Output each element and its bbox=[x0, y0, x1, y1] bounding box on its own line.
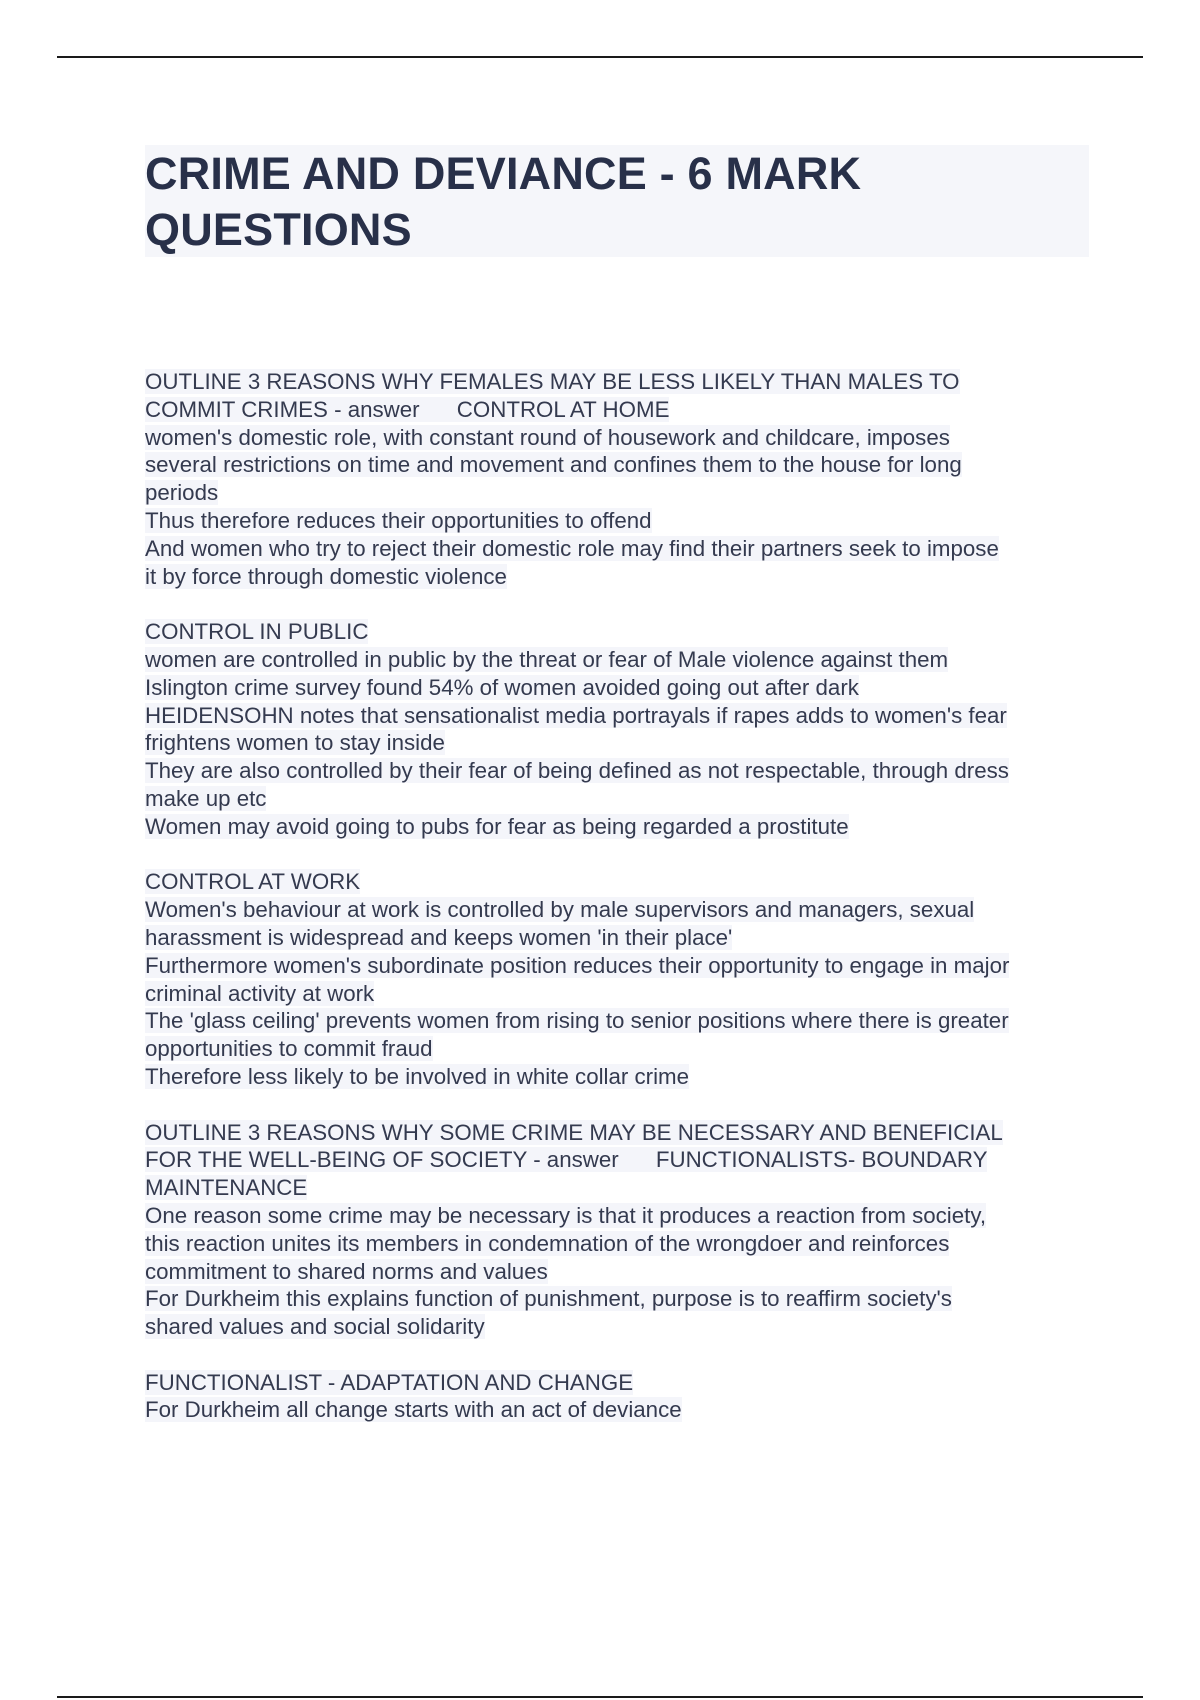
text-line-content: criminal activity at work bbox=[145, 980, 375, 1006]
text-line bbox=[145, 1369, 1089, 1397]
text-line bbox=[145, 1063, 1089, 1091]
text-line bbox=[145, 1396, 1089, 1424]
text-line-content: periods bbox=[145, 480, 219, 506]
text-line-content: They are also controlled by their fear of being defined as not respectable, through dress bbox=[145, 758, 1009, 784]
text-line-content: Therefore less likely to be involved in white collar crime bbox=[145, 1063, 690, 1089]
text-line bbox=[145, 1313, 1089, 1341]
text-line-content: FUNCTIONALIST - ADAPTATION AND CHANGE bbox=[145, 1369, 634, 1395]
paragraph-gap bbox=[145, 590, 1089, 618]
text-line bbox=[145, 1035, 1089, 1063]
text-line-content: COMMIT CRIMES - answer CONTROL AT HOME bbox=[145, 396, 670, 422]
paragraph-gap bbox=[145, 1091, 1089, 1119]
text-line-content: FOR THE WELL-BEING OF SOCIETY - answer FUNCTIONALISTS- BOUNDARY bbox=[145, 1147, 988, 1173]
text-line-content: Thus therefore reduces their opportunities to offend bbox=[145, 507, 652, 533]
text-line bbox=[145, 868, 1089, 896]
text-line-content: CONTROL AT WORK bbox=[145, 869, 361, 895]
text-line bbox=[145, 507, 1089, 535]
text-line-content: OUTLINE 3 REASONS WHY SOME CRIME MAY BE NECESSARY AND BENEFICIAL bbox=[145, 1119, 1003, 1145]
text-line-content: For Durkheim all change starts with an act of deviance bbox=[145, 1397, 682, 1423]
text-line-content: HEIDENSOHN notes that sensationalist media portrayals if rapes adds to women's fear bbox=[145, 702, 1007, 728]
text-line-content: And women who try to reject their domestic role may find their partners seek to impose bbox=[145, 535, 999, 561]
text-line bbox=[145, 702, 1089, 730]
bottom-rule bbox=[57, 1696, 1143, 1698]
text-line bbox=[145, 451, 1089, 479]
text-line bbox=[145, 424, 1089, 452]
text-line-content: OUTLINE 3 REASONS WHY FEMALES MAY BE LESS LIKELY THAN MALES TO bbox=[145, 369, 960, 394]
text-line bbox=[145, 1258, 1089, 1286]
text-line-content: Islington crime survey found 54% of women avoided going out after dark bbox=[145, 674, 859, 700]
text-line bbox=[145, 396, 1089, 424]
document-body bbox=[145, 368, 1089, 1424]
text-line bbox=[145, 368, 1089, 396]
text-line bbox=[145, 563, 1089, 591]
text-line bbox=[145, 479, 1089, 507]
text-line-content: One reason some crime may be necessary is that it produces a reaction from society, bbox=[145, 1202, 987, 1228]
text-line bbox=[145, 924, 1089, 952]
text-line bbox=[145, 646, 1089, 674]
text-line bbox=[145, 1285, 1089, 1313]
text-line bbox=[145, 952, 1089, 980]
text-line-content: opportunities to commit fraud bbox=[145, 1036, 433, 1062]
text-line bbox=[145, 729, 1089, 757]
page-title bbox=[145, 146, 1089, 258]
text-line-content: several restrictions on time and movement and confines them to the house for long bbox=[145, 452, 962, 478]
text-line bbox=[145, 1202, 1089, 1230]
text-line-content: Furthermore women's subordinate position reduces their opportunity to engage in major bbox=[145, 952, 1010, 978]
text-line-content: For Durkheim this explains function of punishment, purpose is to reaffirm society's bbox=[145, 1286, 952, 1312]
text-line-content: MAINTENANCE bbox=[145, 1175, 308, 1201]
text-line-content: women's domestic role, with constant round of housework and childcare, imposes bbox=[145, 424, 950, 450]
text-line bbox=[145, 674, 1089, 702]
paragraph-gap bbox=[145, 841, 1089, 869]
text-line bbox=[145, 1119, 1089, 1147]
text-line bbox=[145, 1230, 1089, 1258]
text-line bbox=[145, 1174, 1089, 1202]
text-line bbox=[145, 1007, 1089, 1035]
text-line-content: commitment to shared norms and values bbox=[145, 1258, 548, 1284]
text-line-content: women are controlled in public by the threat or fear of Male violence against them bbox=[145, 646, 949, 672]
top-rule bbox=[57, 56, 1143, 58]
text-line-content: Women may avoid going to pubs for fear as being regarded a prostitute bbox=[145, 813, 849, 839]
text-line bbox=[145, 785, 1089, 813]
text-line-content: shared values and social solidarity bbox=[145, 1314, 485, 1340]
text-line bbox=[145, 896, 1089, 924]
text-line-content: frightens women to stay inside bbox=[145, 730, 445, 756]
title-line-2: QUESTIONS bbox=[145, 204, 412, 255]
text-line-content: make up etc bbox=[145, 785, 267, 811]
text-line bbox=[145, 813, 1089, 841]
text-line bbox=[145, 535, 1089, 563]
text-line-content: it by force through domestic violence bbox=[145, 563, 507, 589]
text-line-content: harassment is widespread and keeps women 'in their place' bbox=[145, 924, 733, 950]
text-line-content: CONTROL IN PUBLIC bbox=[145, 619, 369, 645]
text-line bbox=[145, 1146, 1089, 1174]
text-line bbox=[145, 757, 1089, 785]
text-line bbox=[145, 980, 1089, 1008]
text-line-content: Women's behaviour at work is controlled by male supervisors and managers, sexual bbox=[145, 897, 975, 923]
text-line-content: The 'glass ceiling' prevents women from rising to senior positions where there is greater bbox=[145, 1008, 1009, 1034]
paragraph-gap bbox=[145, 1341, 1089, 1369]
title-line-1: CRIME AND DEVIANCE - 6 MARK bbox=[145, 148, 862, 199]
text-line-content: this reaction unites its members in condemnation of the wrongdoer and reinforces bbox=[145, 1230, 950, 1256]
text-line bbox=[145, 618, 1089, 646]
